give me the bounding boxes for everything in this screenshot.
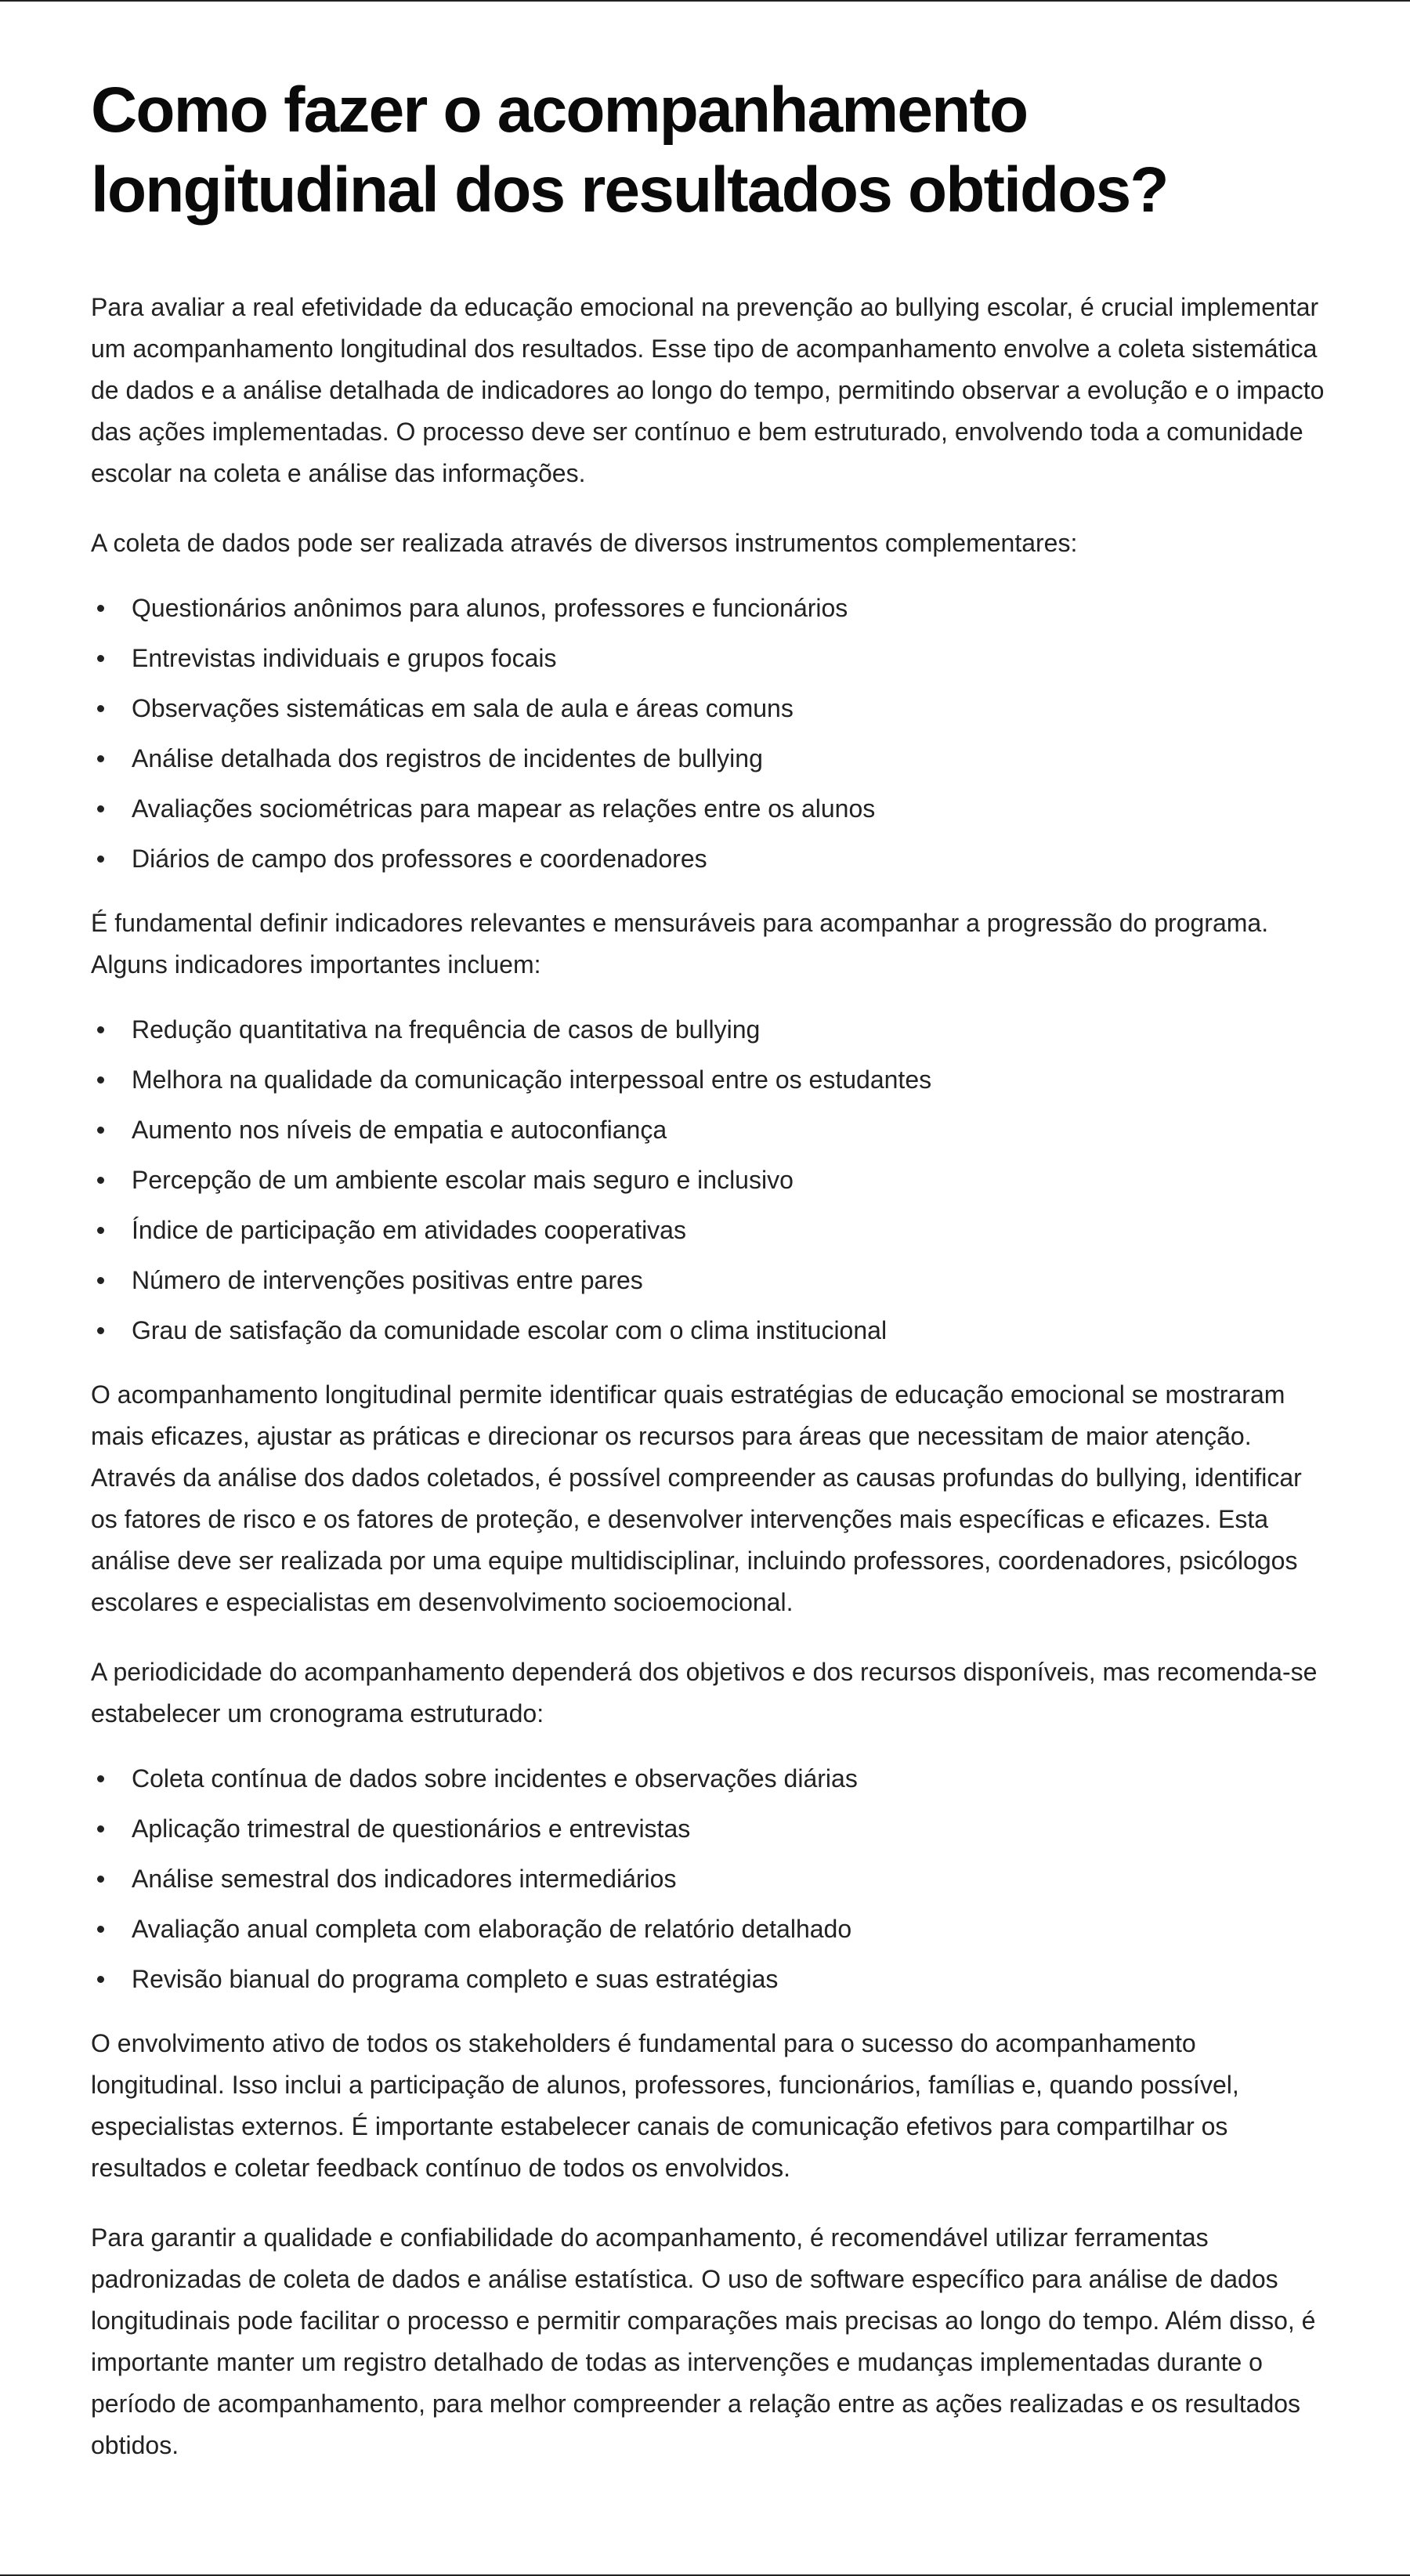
bullet-icon (97, 1775, 104, 1782)
list-indicators (91, 1014, 1329, 1346)
list-schedule (91, 1763, 1329, 1995)
bullet-icon (97, 655, 104, 662)
list-item: Questionários anônimos para alunos, professores e funcionários (91, 592, 1329, 624)
bullet-icon (97, 856, 104, 863)
list-item: Redução quantitativa na frequência de casos de bullying (91, 1014, 1329, 1045)
list-item: Diários de campo dos professores e coordenadores (91, 843, 1329, 874)
bullet-icon (97, 1327, 104, 1334)
list-item: Observações sistemáticas em sala de aula e áreas comuns (91, 693, 1329, 724)
list-item: Análise detalhada dos registros de incidentes de bullying (91, 743, 1329, 774)
list-item: Índice de participação em atividades cooperativas (91, 1214, 1329, 1246)
list-item: Melhora na qualidade da comunicação interpessoal entre os estudantes (91, 1064, 1329, 1095)
bullet-icon (97, 1076, 104, 1084)
paragraph-periodicity: A periodicidade do acompanhamento dependerá dos objetivos e dos recursos disponíveis, mas recomenda-se estabelecer um cronograma estruturado: (91, 1658, 1318, 1728)
list-item: Entrevistas individuais e grupos focais (91, 642, 1329, 674)
bullet-icon (97, 605, 104, 612)
article (91, 71, 1329, 2495)
bullet-icon (97, 1876, 104, 1883)
list-item: Percepção de um ambiente escolar mais seguro e inclusivo (91, 1164, 1329, 1196)
list-item: Avaliação anual completa com elaboração de relatório detalhado (91, 1913, 1329, 1945)
bullet-icon (97, 1177, 104, 1184)
bullet-icon (97, 705, 104, 712)
bullet-icon (97, 755, 104, 762)
top-divider (0, 0, 1410, 2)
list-item: Número de intervenções positivas entre pares (91, 1264, 1329, 1296)
bullet-icon (97, 1277, 104, 1284)
list-item: Grau de satisfação da comunidade escolar com o clima institucional (91, 1315, 1329, 1346)
paragraph-stakeholders: O envolvimento ativo de todos os stakeholders é fundamental para o sucesso do acompanhamento longitudinal. Isso inclui a participação de alunos, professores, funcionários, famílias e, quando possível, especialistas externos. É importante estabelecer canais de comunicação efetivos para compartilhar os resultados e coletar feedback contínuo de todos os envolvidos. (91, 2029, 1239, 2182)
list-item: Aplicação trimestral de questionários e entrevistas (91, 1813, 1329, 1844)
list-item: Revisão bianual do programa completo e suas estratégias (91, 1963, 1329, 1995)
bullet-icon (97, 805, 104, 812)
bullet-icon (97, 1825, 104, 1833)
bullet-icon (97, 1026, 104, 1033)
list-item: Aumento nos níveis de empatia e autoconfiança (91, 1114, 1329, 1145)
bullet-icon (97, 1976, 104, 1983)
list-instruments (91, 592, 1329, 874)
bullet-icon (97, 1926, 104, 1933)
list-item: Análise semestral dos indicadores intermediários (91, 1863, 1329, 1894)
paragraph-indicators: É fundamental definir indicadores relevantes e mensuráveis para acompanhar a progressão do programa. Alguns indicadores importantes incluem: (91, 909, 1269, 979)
paragraph-data-collection: A coleta de dados pode ser realizada através de diversos instrumentos complementares: (91, 529, 1078, 557)
list-item: Avaliações sociométricas para mapear as relações entre os alunos (91, 793, 1329, 824)
page-title: Como fazer o acompanhamento longitudinal dos resultados obtidos? (91, 74, 1168, 226)
paragraph-longitudinal: O acompanhamento longitudinal permite identificar quais estratégias de educação emocional se mostraram mais eficazes, ajustar as práticas e direcionar os recursos para áreas que necessitam de maior atenção. Através da análise dos dados coletados, é possível compreender as causas profundas do bullying, identificar os fatores de risco e os fatores de proteção, e desenvolver intervenções mais específicas e eficazes. Esta análise deve ser realizada por uma equipe multidisciplinar, incluindo professores, coordenadores, psicólogos escolares e especialistas em desenvolvimento socioemocional. (91, 1380, 1302, 1616)
bullet-icon (97, 1127, 104, 1134)
paragraph-quality: Para garantir a qualidade e confiabilidade do acompanhamento, é recomendável utilizar ferramentas padronizadas de coleta de dados e análise estatística. O uso de software específico para análise de dados longitudinais pode facilitar o processo e permitir comparações mais precisas ao longo do tempo. Além disso, é importante manter um registro detalhado de todas as intervenções e mudanças implementadas durante o período de acompanhamento, para melhor compreender a relação entre as ações realizadas e os resultados obtidos. (91, 2223, 1316, 2459)
list-item: Coleta contínua de dados sobre incidentes e observações diárias (91, 1763, 1329, 1794)
bullet-icon (97, 1227, 104, 1234)
paragraph-intro: Para avaliar a real efetividade da educação emocional na prevenção ao bullying escolar, é crucial implementar um acompanhamento longitudinal dos resultados. Esse tipo de acompanhamento envolve a coleta sistemática de dados e a análise detalhada de indicadores ao longo do tempo, permitindo observar a evolução e o impacto das ações implementadas. O processo deve ser contínuo e bem estruturado, envolvendo toda a comunidade escolar na coleta e análise das informações. (91, 293, 1325, 487)
